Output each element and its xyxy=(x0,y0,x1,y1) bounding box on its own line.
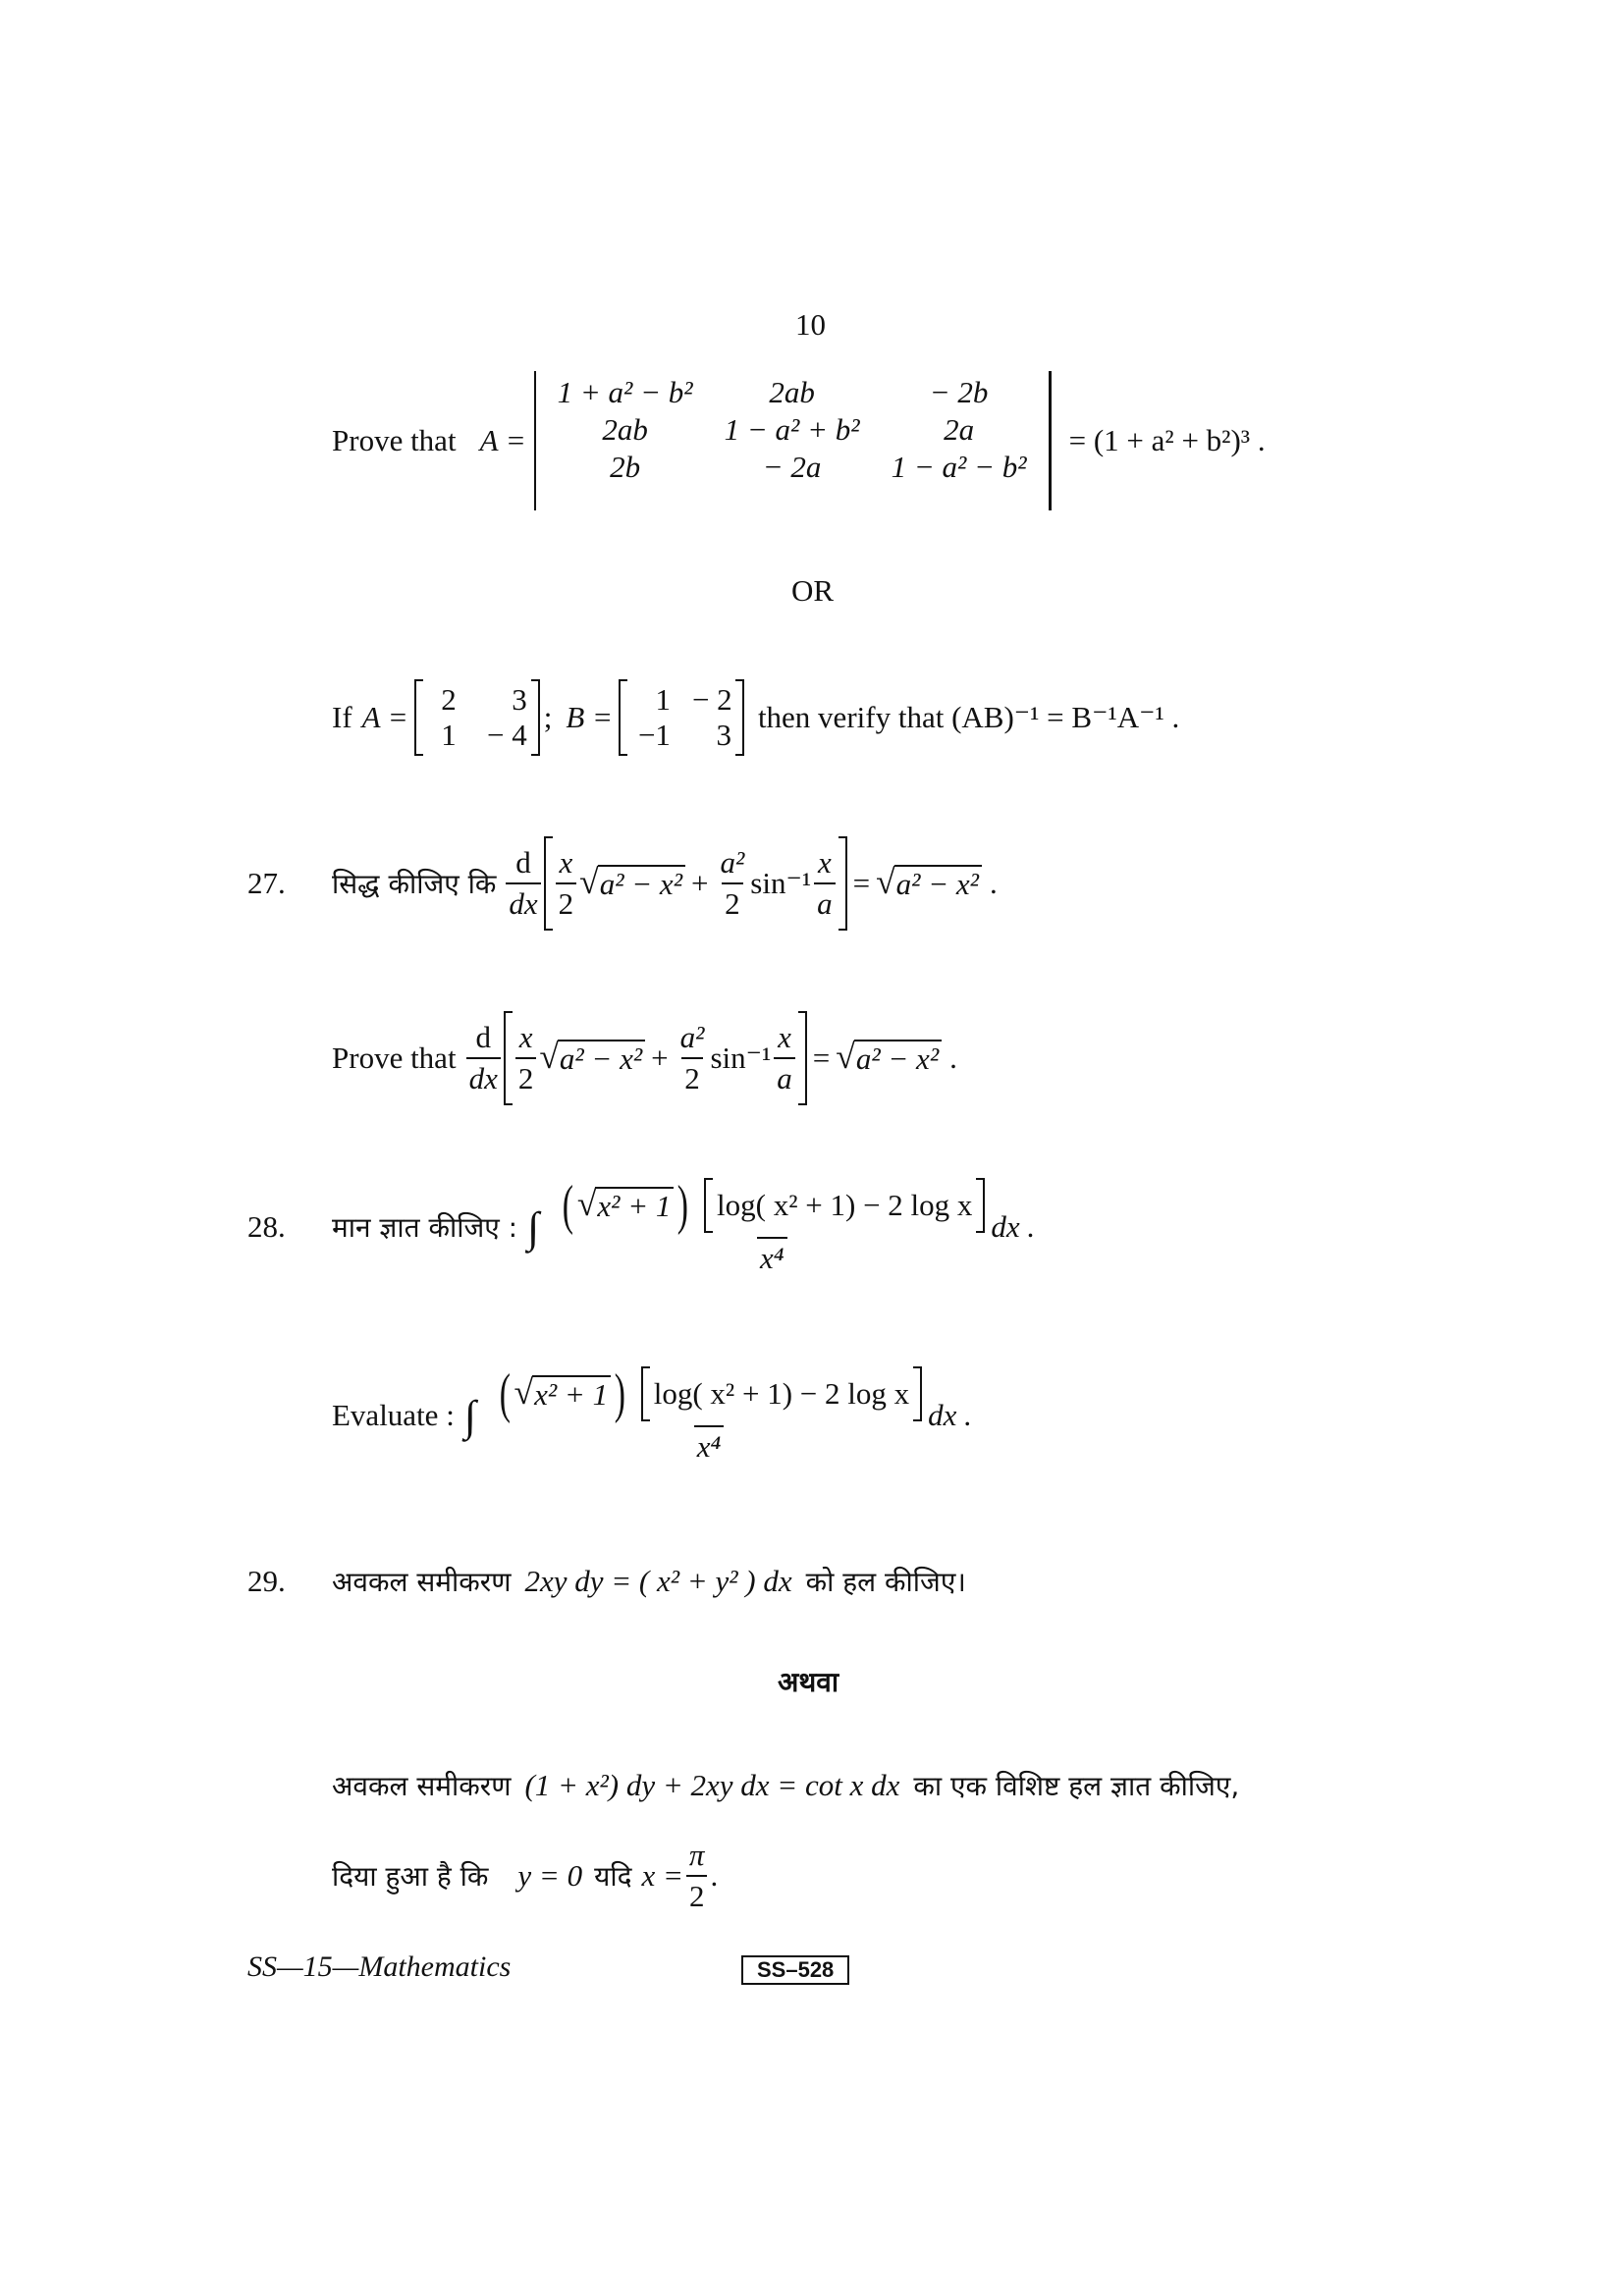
paren-left: ( xyxy=(499,1363,511,1424)
radical-icon: √ xyxy=(514,1372,534,1412)
separator: ; xyxy=(543,700,553,734)
arcsin: sin⁻¹ xyxy=(710,1041,772,1075)
alt-lead: If xyxy=(332,700,352,734)
numerator: a² xyxy=(720,845,745,880)
bracket-left xyxy=(704,1178,713,1233)
a2-over-2 xyxy=(677,1020,708,1096)
sqrt-expression xyxy=(539,1037,645,1077)
matrix-b-label: B = xyxy=(566,700,613,734)
bracket-left xyxy=(641,1366,650,1421)
q27-hindi xyxy=(247,836,998,931)
numerator: x xyxy=(518,1020,533,1054)
det-cell: 1 − a² − b² xyxy=(891,450,1027,484)
d: d xyxy=(515,845,531,880)
x-over-a xyxy=(774,1020,795,1096)
q29-alt-line2 xyxy=(332,1838,718,1914)
q26-lhs: A = xyxy=(479,423,526,457)
integrand-numerator xyxy=(493,1363,925,1425)
equals: = xyxy=(812,1041,831,1075)
matrix-cell: 2 xyxy=(441,682,457,717)
sqrt-expression xyxy=(576,1184,675,1224)
q27-hindi-lead: सिद्ध कीजिए कि xyxy=(332,868,497,900)
bracket-left xyxy=(504,1011,513,1105)
page-number: 10 xyxy=(795,307,826,342)
bracket-right xyxy=(798,1011,807,1105)
matrix-cell: 1 xyxy=(441,718,457,752)
matrix-cell: − 4 xyxy=(486,718,527,752)
paren-right: ) xyxy=(677,1175,689,1236)
plus: + xyxy=(691,866,709,900)
radical-icon: √ xyxy=(539,1037,559,1076)
matrix-b xyxy=(627,682,735,753)
q28-hindi xyxy=(247,1175,1036,1276)
denominator: 2 xyxy=(681,1057,703,1096)
equals: = xyxy=(852,866,871,900)
integrand xyxy=(556,1175,988,1276)
x-over-2 xyxy=(515,1020,537,1096)
bracket-right xyxy=(531,679,540,756)
question-number: 27. xyxy=(247,866,286,900)
a2-over-2 xyxy=(717,845,747,922)
numerator: x xyxy=(817,845,832,880)
bracket-right xyxy=(913,1366,922,1421)
q29-alt-if: यदि xyxy=(594,1860,632,1893)
paren-left: ( xyxy=(562,1175,574,1236)
q29-equation: 2xy dy = ( x² + y² ) dx xyxy=(524,1564,792,1598)
differential: dx . xyxy=(991,1209,1036,1244)
bracket-left xyxy=(544,836,553,931)
derivative-operator xyxy=(506,845,540,922)
numerator: x xyxy=(559,845,573,880)
denominator: a xyxy=(814,882,836,922)
paren-right: ) xyxy=(614,1363,626,1424)
sqrt-expression xyxy=(876,862,982,902)
denominator: 2 xyxy=(515,1057,537,1096)
differential: dx . xyxy=(928,1398,972,1432)
log-expression: log( x² + 1) − 2 log x xyxy=(653,1376,910,1411)
q28-english-lead: Evaluate : xyxy=(332,1398,455,1432)
plus: + xyxy=(651,1041,669,1075)
bracket-right xyxy=(839,836,847,931)
period: . xyxy=(710,1858,719,1893)
radicand: a² − x² xyxy=(894,865,982,902)
sqrt-expression xyxy=(836,1037,942,1077)
q28-english xyxy=(332,1363,972,1465)
radicand: a² − x² xyxy=(854,1040,942,1077)
period: . xyxy=(949,1041,957,1075)
radicand: a² − x² xyxy=(558,1040,645,1077)
integrand xyxy=(493,1363,925,1465)
derivative-operator xyxy=(466,1020,501,1096)
q29-alt-lead: अवकल समीकरण xyxy=(332,1770,512,1802)
question-number: 29. xyxy=(247,1564,286,1598)
dx: dx xyxy=(506,882,540,922)
d: d xyxy=(475,1020,491,1054)
det-cell: 2ab xyxy=(602,412,648,447)
sqrt-expression xyxy=(514,1372,612,1413)
matrix-cell: 1 xyxy=(655,682,671,717)
matrix-a xyxy=(423,682,531,753)
integrand-numerator xyxy=(556,1175,988,1237)
alt-tail: then verify that (AB)⁻¹ = B⁻¹A⁻¹ . xyxy=(757,700,1180,734)
det-cell: − 2a xyxy=(762,450,822,484)
radicand: x² + 1 xyxy=(595,1187,674,1224)
matrix-cell: 3 xyxy=(716,718,731,752)
or-divider: OR xyxy=(791,573,835,608)
bracket-right xyxy=(735,679,744,756)
arcsin: sin⁻¹ xyxy=(750,866,812,900)
q26-rhs: = (1 + a² + b²)³ . xyxy=(1068,423,1266,457)
denominator: 2 xyxy=(686,1875,708,1914)
integral-icon: ∫ xyxy=(463,1391,476,1440)
bracket-left xyxy=(619,679,627,756)
denominator: 2 xyxy=(722,882,743,922)
numerator: x xyxy=(778,1020,791,1054)
pi-over-2 xyxy=(686,1838,708,1914)
initial-condition-y: y = 0 xyxy=(517,1858,583,1893)
numerator: π xyxy=(688,1838,705,1872)
question-number: 28. xyxy=(247,1209,286,1244)
sqrt-expression xyxy=(579,862,685,902)
q29-alt-given: दिया हुआ है कि xyxy=(332,1860,489,1893)
denominator: a xyxy=(774,1057,795,1096)
integral-icon: ∫ xyxy=(527,1202,540,1252)
q26-alternative xyxy=(332,679,1179,756)
radicand: a² − x² xyxy=(598,865,685,902)
matrix-cell: −1 xyxy=(637,718,671,752)
q26-lead: Prove that xyxy=(332,423,457,457)
dx: dx xyxy=(466,1057,501,1096)
footer-subject: SS—15—Mathematics xyxy=(247,1950,512,1983)
det-cell: 2b xyxy=(610,450,641,484)
det-cell: − 2b xyxy=(929,375,989,409)
matrix-cell: − 2 xyxy=(691,682,732,717)
det-cell: 1 + a² − b² xyxy=(557,375,693,409)
radical-icon: √ xyxy=(836,1037,855,1076)
initial-condition-x: x = xyxy=(641,1858,683,1893)
det-cell: 1 − a² + b² xyxy=(724,412,860,447)
integrand-denominator: x⁴ xyxy=(757,1237,787,1276)
log-expression: log( x² + 1) − 2 log x xyxy=(717,1188,973,1222)
bracket-left xyxy=(414,679,423,756)
q26-main xyxy=(332,371,1266,510)
integrand-denominator: x⁴ xyxy=(694,1425,725,1465)
numerator: a² xyxy=(679,1020,705,1054)
q27-english xyxy=(332,1011,957,1105)
radicand: x² + 1 xyxy=(532,1375,611,1413)
q26-determinant xyxy=(534,371,1052,510)
period: . xyxy=(989,866,998,900)
q29-alt-equation: (1 + x²) dy + 2xy dx = cot x dx xyxy=(524,1768,900,1802)
paper-code-badge: SS–528 xyxy=(741,1955,849,1985)
q27-english-lead: Prove that xyxy=(332,1041,457,1075)
matrix-a-label: A = xyxy=(361,700,408,734)
q29-alt-line1 xyxy=(332,1767,1239,1804)
matrix-cell: 3 xyxy=(512,682,527,717)
x-over-2 xyxy=(556,845,577,922)
radical-icon: √ xyxy=(576,1184,597,1223)
det-cell: 2ab xyxy=(769,375,815,409)
det-cell: 2a xyxy=(944,412,975,447)
radical-icon: √ xyxy=(579,862,599,901)
or-divider-hindi: अथवा xyxy=(778,1666,839,1698)
x-over-a xyxy=(814,845,836,922)
bracket-right xyxy=(976,1178,985,1233)
q28-hindi-lead: मान ज्ञात कीजिए : xyxy=(332,1211,518,1244)
q29-hindi-tail: को हल कीजिए। xyxy=(805,1566,966,1598)
radical-icon: √ xyxy=(876,862,895,901)
q29-main xyxy=(247,1563,966,1600)
q29-alt-tail: का एक विशिष्ट हल ज्ञात कीजिए, xyxy=(913,1770,1240,1802)
denominator: 2 xyxy=(556,882,577,922)
q29-hindi-lead: अवकल समीकरण xyxy=(332,1566,512,1598)
